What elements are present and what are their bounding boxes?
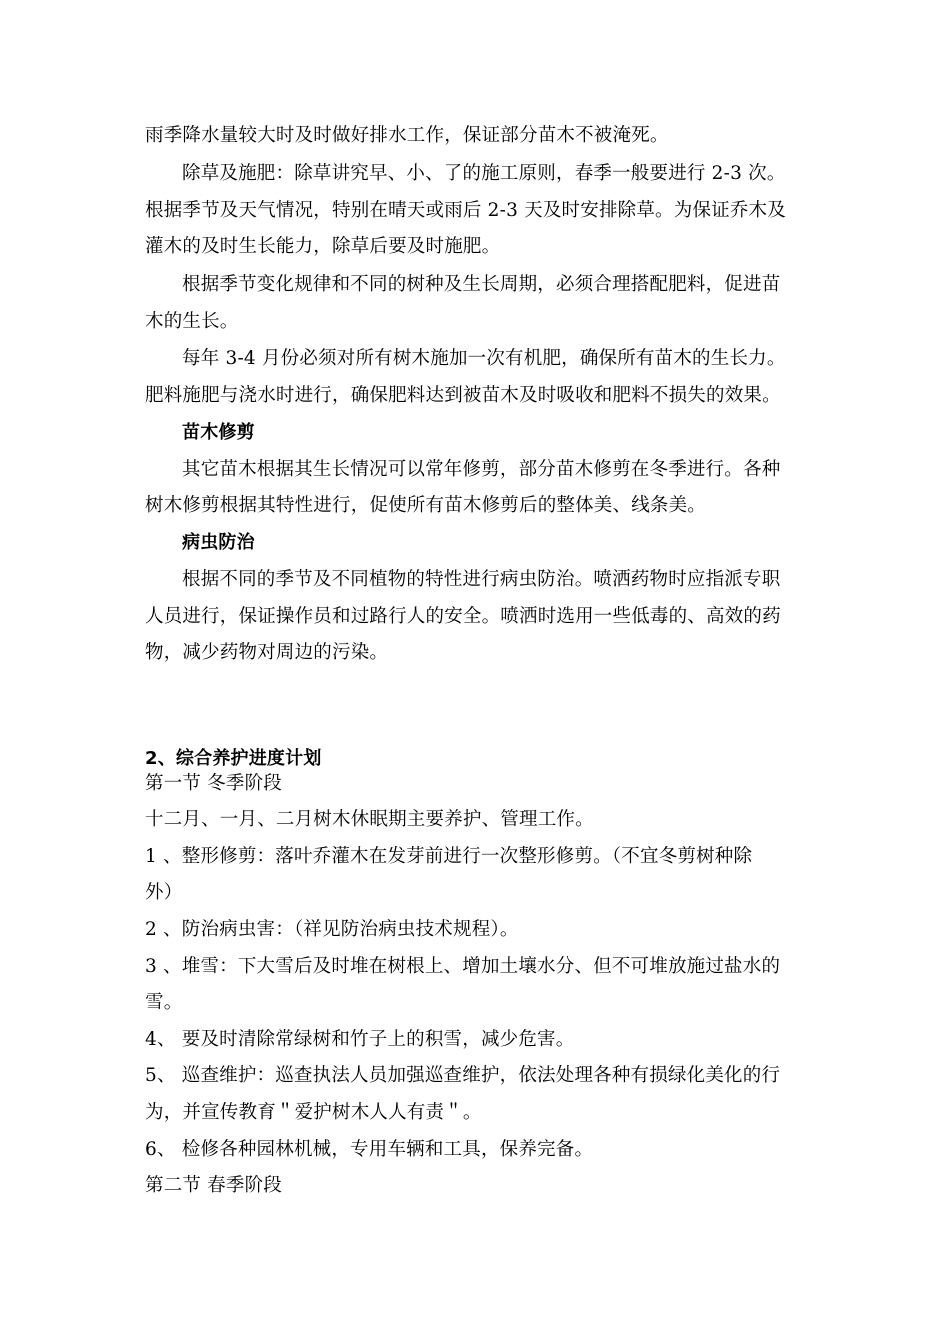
- text-line: 根据季节变化规律和不同的树种及生长周期，必须合理搭配肥料，促进苗: [182, 274, 781, 295]
- list-item: 1 、整形修剪：落叶乔灌木在发芽前进行一次整形修剪。（不宜冬剪树种除: [145, 846, 753, 867]
- list-item: 4、 要及时清除常绿树和竹子上的积雪，减少危害。: [145, 1029, 575, 1050]
- text-line: 灌木的及时生长能力，除草后要及时施肥。: [145, 236, 501, 257]
- section-heading: 苗木修剪: [182, 422, 255, 443]
- text-line: 其它苗木根据其生长情况可以常年修剪，部分苗木修剪在冬季进行。各种: [182, 459, 781, 480]
- text-line: 第二节 春季阶段: [145, 1175, 282, 1196]
- text-line: 十二月、一月、二月树木休眠期主要养护、管理工作。: [145, 809, 594, 830]
- list-item: 6、 检修各种园林机械，专用车辆和工具，保养完备。: [145, 1139, 594, 1160]
- text-line: 雪。: [145, 992, 183, 1013]
- text-line: 物，减少药物对周边的污染。: [145, 642, 389, 663]
- text-line: 肥料施肥与浇水时进行，确保肥料达到被苗木及时吸收和肥料不损失的效果。: [145, 385, 781, 406]
- list-item: 5、 巡查维护：巡查执法人员加强巡查维护，依法处理各种有损绿化美化的行: [145, 1065, 781, 1086]
- section-heading: 病虫防治: [182, 532, 255, 553]
- text-line: 根据季节及天气情况，特别在晴天或雨后 2-3 天及时安排除草。为保证乔木及: [145, 200, 786, 221]
- text-line: 第一节 冬季阶段: [145, 773, 282, 794]
- text-line: 木的生长。: [145, 311, 239, 332]
- list-item: 3 、堆雪：下大雪后及时堆在树根上、增加土壤水分、但不可堆放施过盐水的: [145, 956, 781, 977]
- text-line: 雨季降水量较大时及时做好排水工作，保证部分苗木不被淹死。: [145, 125, 669, 146]
- text-line: 根据不同的季节及不同植物的特性进行病虫防治。喷洒药物时应指派专职: [182, 569, 781, 590]
- text-line: 为，并宣传教育＂爱护树木人人有责＂。: [145, 1102, 482, 1123]
- text-line: 除草及施肥：除草讲究早、小、了的施工原则，春季一般要进行 2-3 次。: [182, 163, 786, 184]
- list-item: 2 、防治病虫害：（祥见防治病虫技术规程）。: [145, 919, 519, 940]
- text-line: 外）: [145, 882, 183, 903]
- text-line: 人员进行，保证操作员和过路行人的安全。喷洒时选用一些低毒的、高效的药: [145, 606, 781, 627]
- text-line: 树木修剪根据其特性进行，促使所有苗木修剪后的整体美、线条美。: [145, 495, 707, 516]
- chapter-heading: 2、综合养护进度计划: [145, 748, 322, 769]
- text-line: 每年 3-4 月份必须对所有树木施加一次有机肥，确保所有苗木的生长力。: [182, 348, 786, 369]
